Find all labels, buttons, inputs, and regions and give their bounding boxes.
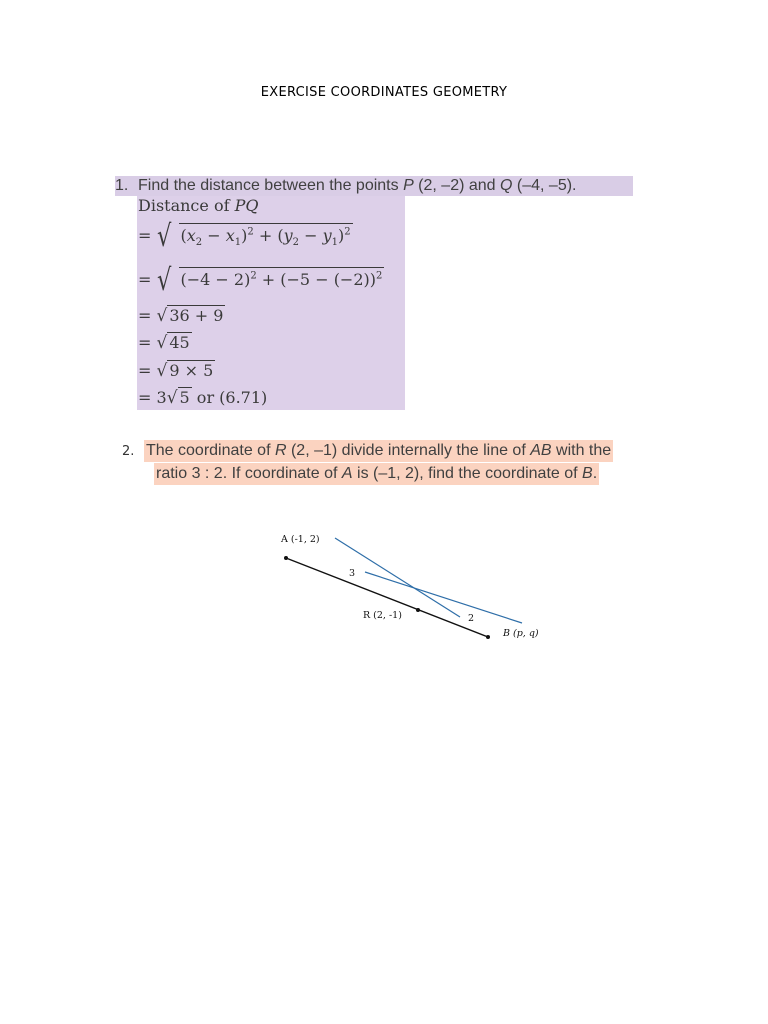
q1-point-p: P (403, 177, 414, 194)
label-ratio-3: 3 (349, 568, 356, 579)
q1-coords-q: (–4, –5). (512, 177, 577, 194)
point-a (284, 556, 288, 560)
solution-step-45: = √ 45 (138, 333, 190, 353)
heading-var: PQ (234, 196, 259, 215)
solution-heading (138, 196, 258, 215)
label-r: R (2, -1) (363, 610, 402, 621)
label-b: B (p, q) (503, 628, 539, 639)
point-r (416, 608, 420, 612)
heading-text: Distance of (138, 196, 235, 215)
question-2-line-2: ratio 3 : 2. If coordinate of A is (–1, 2), find the coordinate of B. (154, 463, 599, 485)
q1-text-start: Find the distance between the points (138, 177, 404, 194)
q1-point-q: Q (500, 177, 513, 194)
point-b (486, 635, 490, 639)
solution-step-product: = √ 9 × 5 (138, 361, 214, 381)
solution-formula: = √ $(x_2 - x_1)^2 + (y_2 - y_1)^2$ (138, 219, 351, 254)
question-2-line-1: The coordinate of R (2, –1) divide internally the line of AB with the (144, 440, 613, 462)
solution-answer: = 3√ 5 or (6.71) (138, 388, 268, 408)
q1-coords-p: (2, –2) and (413, 177, 501, 194)
line-division-diagram (270, 525, 560, 650)
solution-substitution: = √ $(-4 - 2)^2 + (-5 - (-2))^2$ (138, 263, 383, 298)
segment-ab (286, 558, 488, 637)
question-1 (115, 176, 633, 196)
label-ratio-2: 2 (468, 613, 475, 624)
label-a: A (-1, 2) (281, 534, 320, 545)
question-2-number: 2. (122, 444, 135, 459)
solution-step-sum: = √ 36 + 9 (138, 306, 224, 326)
question-1-number: 1. (115, 177, 129, 194)
page-title: EXERCISE COORDINATES GEOMETRY (260, 85, 508, 100)
